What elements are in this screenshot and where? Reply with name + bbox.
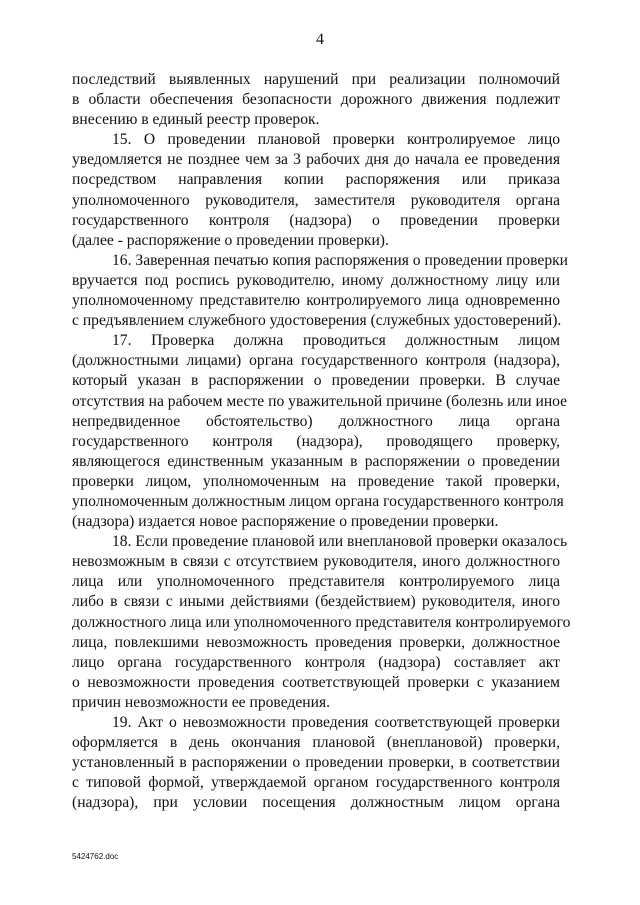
text-line: (должностными лицами) органа государственного контроля (надзора), — [72, 352, 560, 370]
text-line: 15. О проведении плановой проверки контролируемое лицо — [112, 131, 560, 149]
text-line: 16. Заверенная печатью копия распоряжения о проведении проверки — [112, 251, 569, 269]
text-line: посредством направления копии распоряжения или приказа — [72, 171, 560, 189]
text-line: уведомляется не позднее чем за 3 рабочих дня до начала ее проведения — [72, 151, 560, 169]
text-line: с предъявлением служебного удостоверения (служебных удостоверений). — [72, 312, 562, 330]
text-line: непредвиденное обстоятельство) должностного лица органа — [72, 412, 560, 430]
text-line: в области обеспечения безопасности дорожного движения подлежит — [72, 91, 560, 109]
text-line: лица, повлекшими невозможность проведения проверки, должностное — [72, 633, 560, 651]
text-line: установленный в распоряжении о проведении проверки, в соответствии — [72, 754, 560, 772]
text-line: (далее - распоряжение о проведении проверки). — [72, 231, 389, 249]
text-line: который указан в распоряжении о проведении проверки. В случае — [72, 372, 560, 390]
text-line: должностного лица или уполномоченного представителя контролируемого — [72, 613, 571, 631]
text-line: государственного контроля (надзора), проводящего проверку, — [72, 432, 560, 450]
text-line: государственного контроля (надзора) о проведении проверки — [72, 211, 560, 229]
text-line: лицо органа государственного контроля (надзора) составляет акт — [72, 653, 560, 671]
text-line: отсутствия на рабочем месте по уважительной причине (болезнь или иное — [72, 392, 568, 410]
paragraph — [72, 70, 560, 130]
text-line: о невозможности проведения соответствующей проверки с указанием — [72, 673, 560, 691]
text-line: 17. Проверка должна проводиться должностным лицом — [112, 332, 560, 350]
paragraph — [72, 331, 568, 532]
paragraph — [72, 713, 560, 813]
text-line: невозможным в связи с отсутствием руководителя, иного должностного — [72, 553, 560, 571]
text-line: являющегося единственным указанным в распоряжении о проведении — [72, 452, 560, 470]
text-line: либо в связи с иными действиями (бездействием) руководителя, иного — [72, 593, 560, 611]
text-line: уполномоченного руководителя, заместителя руководителя органа — [72, 191, 560, 209]
text-line: 18. Если проведение плановой или внеплановой проверки оказалось — [112, 533, 568, 551]
text-line: причин невозможности ее проведения. — [72, 693, 331, 711]
text-line: последствий выявленных нарушений при реализации полномочий — [72, 71, 560, 88]
text-line: 19. Акт о невозможности проведения соответствующей проверки — [112, 714, 560, 731]
text-line: вручается под роспись руководителю, иному должностному лицу или — [72, 271, 560, 289]
paragraph — [72, 130, 560, 251]
text-line: оформляется в день окончания плановой (внеплановой) проверки, — [72, 734, 560, 752]
text-line: уполномоченному представителю контролируемого лица одновременно — [72, 292, 560, 310]
paragraph — [72, 532, 571, 713]
text-line: проверки лицом, уполномоченным на проведение такой проверки, — [72, 472, 560, 490]
text-line: (надзора), при условии посещения должностным лицом органа — [72, 794, 560, 812]
document-body — [72, 70, 571, 813]
text-line: лица или уполномоченного представителя контролируемого лица — [72, 573, 560, 591]
text-line: уполномоченным должностным лицом органа государственного контроля — [72, 492, 564, 510]
page-number: 4 — [316, 31, 324, 48]
text-line: внесению в единый реестр проверок. — [72, 111, 320, 129]
paragraph — [72, 251, 569, 331]
text-line: с типовой формой, утверждаемой органом государственного контроля — [72, 774, 560, 792]
text-line: (надзора) издается новое распоряжение о проведении проверки. — [72, 513, 499, 531]
document-file-id: 5424762.doc — [72, 852, 119, 861]
